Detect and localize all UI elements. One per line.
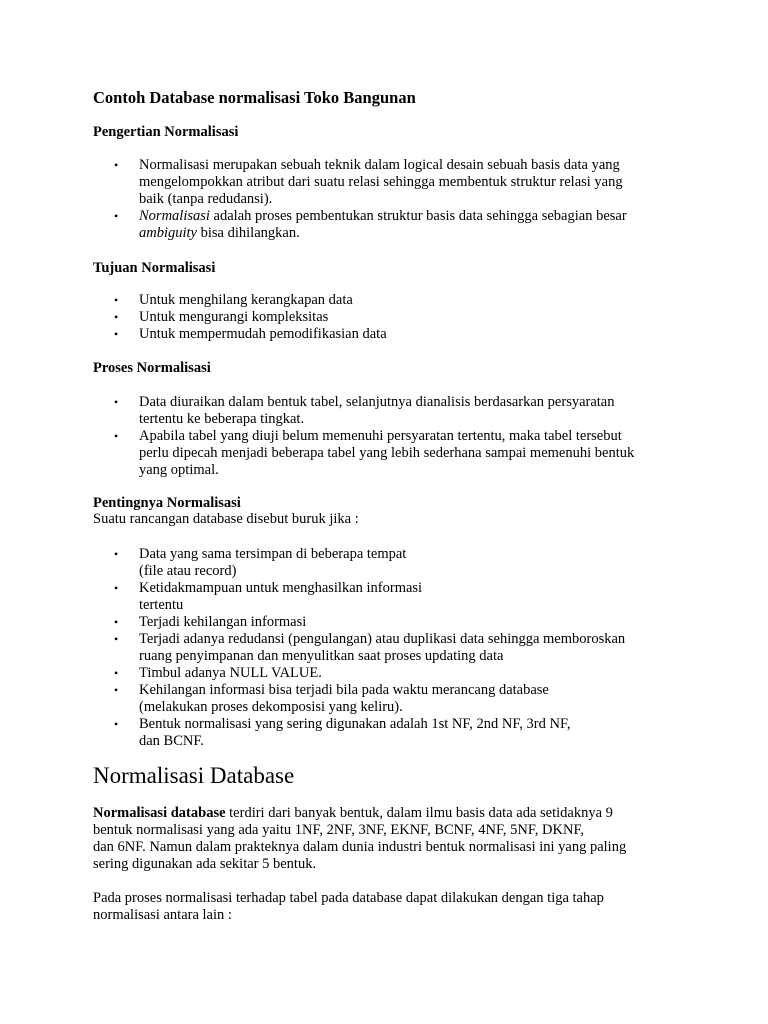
list-item: • Apabila tabel yang diuji belum memenuhi persyaratan tertentu, maka tabel tersebut perlu dipecah menjadi beberapa tabel yang lebih sederhana sampai memenuhi bentuk yang optimal. — [114, 428, 635, 478]
list-item: • Untuk menghilang kerangkapan data — [114, 292, 353, 308]
bullet-icon: • — [114, 683, 119, 697]
heading-tujuan: Tujuan Normalisasi — [93, 260, 216, 276]
list-item: • Ketidakmampuan untuk menghasilkan informasi tertentu — [114, 580, 423, 613]
paragraph-normalisasi-database: Normalisasi database terdiri dari banyak bentuk, dalam ilmu basis data ada setidaknya 9 bentuk normalisasi yang ada yaitu 1NF, 2NF, 3NF, EKNF, BCNF, 4NF, 5NF, DKNF, dan 6NF. Namun dalam prakteknya dalam dunia industri bentuk normalisasi ini yang paling sering digunakan ada sekitar 5 bentuk. — [93, 805, 627, 872]
list-item: • Untuk mengurangi kompleksitas — [114, 309, 329, 325]
bullet-icon: • — [114, 615, 119, 629]
list-proses — [93, 394, 693, 479]
list-item: • Untuk mempermudah pemodifikasian data — [114, 326, 387, 342]
paragraph-proses-tahap: Pada proses normalisasi terhadap tabel pada database dapat dilakukan dengan tiga tahap normalisasi antara lain : — [93, 890, 604, 923]
heading-pentingnya: Pentingnya Normalisasi — [93, 495, 241, 511]
list-item: • Terjadi kehilangan informasi — [114, 614, 307, 630]
bullet-icon: • — [114, 209, 119, 223]
list-item: • Normalisasi adalah proses pembentukan struktur basis data sehingga sebagian besar ambiguity bisa dihilangkan. — [114, 208, 627, 241]
bullet-icon: • — [114, 632, 119, 646]
list-item: • Bentuk normalisasi yang sering digunakan adalah 1st NF, 2nd NF, 3rd NF, dan BCNF. — [114, 716, 571, 749]
bullet-icon: • — [114, 293, 119, 307]
document-title: Contoh Database normalisasi Toko Bangunan — [93, 88, 416, 107]
bullet-icon: • — [114, 429, 119, 443]
bullet-icon: • — [114, 547, 119, 561]
list-item: • Data yang sama tersimpan di beberapa tempat (file atau record) — [114, 546, 407, 579]
bullet-icon: • — [114, 395, 119, 409]
heading-normalisasi-database: Normalisasi Database — [93, 763, 295, 788]
bullet-icon: • — [114, 717, 119, 731]
bullet-icon: • — [114, 310, 119, 324]
bullet-icon: • — [114, 666, 119, 680]
list-item: • Terjadi adanya redudansi (pengulangan) atau duplikasi data sehingga memboroskan ruang penyimpanan dan menyulitkan saat proses updating data — [114, 631, 626, 664]
list-pentingnya — [93, 546, 693, 750]
list-pengertian — [93, 157, 693, 242]
bullet-icon: • — [114, 327, 119, 341]
bullet-icon: • — [114, 581, 119, 595]
pentingnya-intro: Suatu rancangan database disebut buruk jika : — [93, 511, 359, 527]
list-item: • Normalisasi merupakan sebuah teknik dalam logical desain sebuah basis data yang mengelompokkan atribut dari suatu relasi sehingga membentuk struktur relasi yang baik (tanpa redudansi). — [114, 157, 623, 207]
heading-proses: Proses Normalisasi — [93, 360, 211, 376]
list-tujuan — [93, 292, 693, 343]
bullet-icon: • — [114, 158, 119, 172]
list-item: • Data diuraikan dalam bentuk tabel, selanjutnya dianalisis berdasarkan persyaratan tertentu ke beberapa tingkat. — [114, 394, 615, 427]
heading-pengertian: Pengertian Normalisasi — [93, 124, 239, 140]
list-item: • Kehilangan informasi bisa terjadi bila pada waktu merancang database (melakukan proses dekomposisi yang keliru). — [114, 682, 549, 715]
list-item: • Timbul adanya NULL VALUE. — [114, 665, 322, 681]
